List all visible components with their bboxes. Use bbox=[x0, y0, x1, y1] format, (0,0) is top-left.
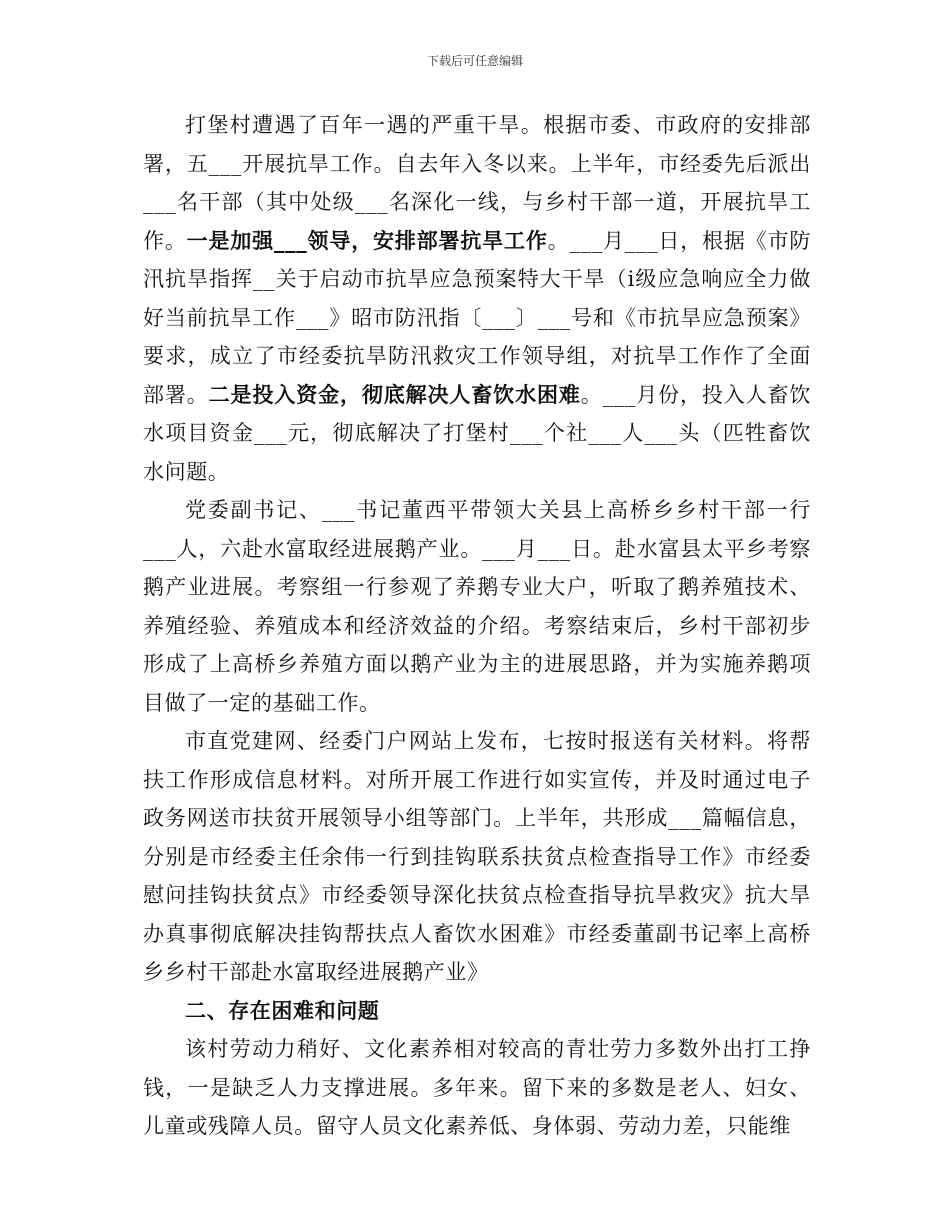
paragraph-text: 。___月份，投入人畜饮水项目资金___元，彻底解决了打堡村___个社___人___头（匹牲畜饮水问题。 bbox=[143, 382, 812, 484]
section-heading: 二、存在困难和问题 bbox=[185, 997, 380, 1023]
paragraph-text: 。___月___日，根据《市防汛抗旱指挥__关于启动市抗旱应急预案特大干旱（ⅰ级应急响应全力做好当前抗旱工作___》昭市防汛指〔___〕___号和《市抗旱应急预案》要求，成立了市经委抗旱防汛救灾工作领导组，对抗旱工作作了全面部署。 bbox=[143, 228, 812, 407]
bold-point-leadership: 一是加强___领导，安排部署抗旱工作 bbox=[186, 227, 548, 253]
bold-point-funding: 二是投入资金，彻底解决人畜饮水困难 bbox=[208, 381, 581, 407]
paragraph-drought-relief bbox=[143, 106, 811, 491]
document-body bbox=[143, 106, 811, 1146]
paragraph-difficulties: 该村劳动力稍好、文化素养相对较高的青壮劳力多数外出打工挣钱，一是缺乏人力支撑进展。多年来。留下来的多数是老人、妇女、儿童或残障人员。留守人员文化素养低、身体弱、劳动力差，只能维 bbox=[143, 1037, 811, 1138]
page-header-note: 下载后可任意编辑 bbox=[426, 54, 523, 68]
paragraph-text: 打堡村遭遇了百年一遇的严重干旱。根据市委、市政府的安排部署，五___开展抗旱工作。自去年入冬以来。上半年，市经委先后派出___名干部（其中处级___名深化一线，与乡村干部一道，开展抗旱工作。 bbox=[143, 113, 811, 253]
paragraph-information-reporting: 市直党建网、经委门户网站上发布，七按时报送有关材料。将帮扶工作形成信息材料。对所开展工作进行如实宣传，并及时通过电子政务网送市扶贫开展领导小组等部门。上半年，共形成___篇幅信息，分别是市经委主任余伟一行到挂钩联系扶贫点检查指导工作》市经委慰问挂钩扶贫点》市经委领导深化扶贫点检查指导抗旱救灾》抗大旱办真事彻底解决挂钩帮扶点人畜饮水困难》市经委董副书记率上高桥乡乡村干部赴水富取经进展鹅产业》 bbox=[143, 729, 811, 984]
paragraph-goose-industry: 党委副书记、___书记董西平带领大关县上高桥乡乡村干部一行___人，六赴水富取经进展鹅产业。___月___日。赴水富县太平乡考察鹅产业进展。考察组一行参观了养鹅专业大户，听取了鹅养殖技术、养殖经验、养殖成本和经济效益的介绍。考察结束后，乡村干部初步形成了上高桥乡养殖方面以鹅产业为主的进展思路，并为实施养鹅项目做了一定的基础工作。 bbox=[143, 498, 811, 715]
